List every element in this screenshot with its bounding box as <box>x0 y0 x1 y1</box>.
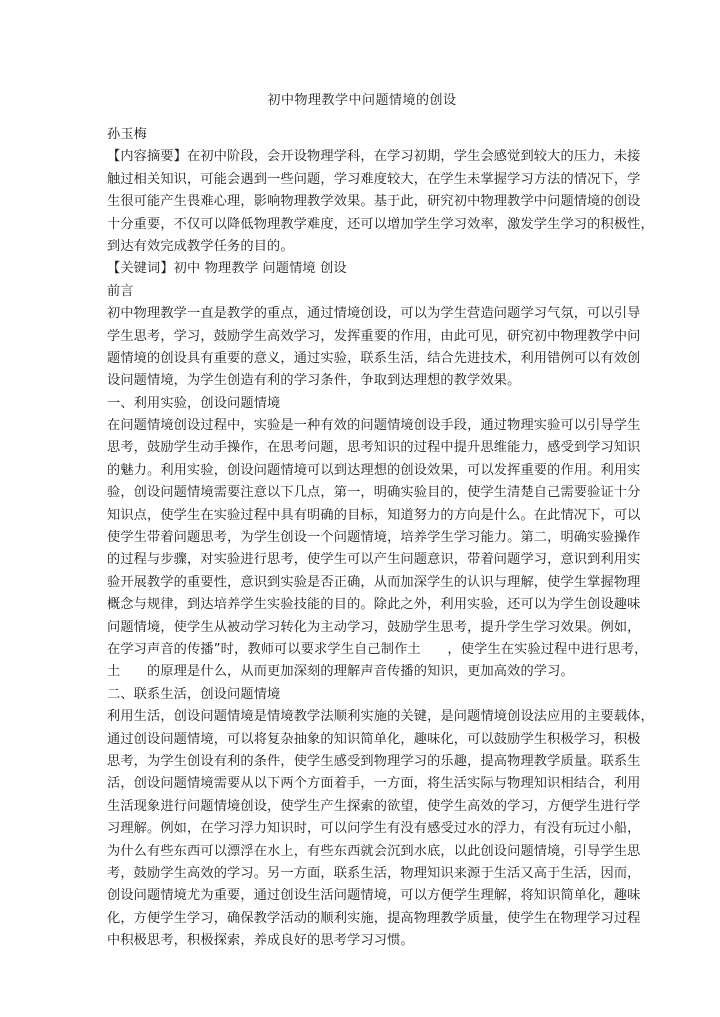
text-line: 一、利用实验，创设问题情境 <box>107 395 281 411</box>
text-line: 化，方便学生学习，确保教学活动的顺利实施，提高物理教学质量，使学生在物理学习过程 <box>107 910 641 926</box>
document-body <box>107 146 654 952</box>
text-line: 概念与规律，到达培养学生实验技能的目的。除此之外，利用实验，还可以为学生创设趣味 <box>107 597 641 613</box>
document-page <box>107 92 654 952</box>
text-line: 二、联系生活，创设问题情境 <box>107 686 281 702</box>
author-name: 孙玉梅 <box>107 127 148 142</box>
text-line: 习理解。例如，在学习浮力知识时，可以问学生有没有感受过水的浮力，有没有玩过小船， <box>107 821 641 837</box>
text-line: 为什么有些东西可以漂浮在水上，有些东西就会沉到水底，以此创设问题情境，引导学生思 <box>107 843 641 859</box>
text-line: 生很可能产生畏难心理，影响物理教学效果。基于此，研究初中物理教学中问题情境的创设 <box>107 194 641 210</box>
text-line: 思考，鼓励学生动手操作，在思考问题，思考知识的过程中提升思维能力，感受到学习知识 <box>107 440 641 456</box>
text-line: 利用生活，创设问题情境是情境教学法顺利实施的关键，是问题情境创设法应用的主要载体， <box>107 709 654 725</box>
text-line: 在问题情境创设过程中，实验是一种有效的问题情境创设手段，通过物理实验可以引导学生 <box>107 418 641 434</box>
text-line: 土 的原理是什么，从而更加深刻的理解声音传播的知识，更加高效的学习。 <box>107 664 574 680</box>
text-line: 到达有效完成教学任务的目的。 <box>107 238 294 254</box>
text-line: 问题情境，使学生从被动学习转化为主动学习，鼓励学生思考，提升学生学习效果。例如， <box>107 619 641 635</box>
text-line: 设问题情境，为学生创造有利的学习条件，争取到达理想的教学效果。 <box>107 373 521 389</box>
text-line: 思考，为学生创设有利的条件，使学生感受到物理学习的乐趣，提高物理教学质量。联系生 <box>107 753 641 769</box>
text-line: 验，创设问题情境需要注意以下几点，第一，明确实验目的，使学生清楚自己需要验证十分 <box>107 485 641 501</box>
text-line: 的过程与步骤，对实验进行思考，使学生可以产生问题意识，带着问题学习，意识到利用实 <box>107 552 641 568</box>
text-line: 题情境的创设具有重要的意义，通过实验，联系生活，结合先进技术，利用错例可以有效创 <box>107 350 641 366</box>
text-line: 创设问题情境尤为重要，通过创设生活问题情境，可以方便学生理解，将知识简单化，趣味 <box>107 888 641 904</box>
text-line: 十分重要，不仅可以降低物理教学难度，还可以增加学生学习效率，激发学生学习的积极性， <box>107 216 654 232</box>
text-line: 使学生带着问题思考，为学生创设一个问题情境，培养学生学习能力。第二，明确实验操作 <box>107 530 641 546</box>
text-line: 中积极思考，积极探索，养成良好的思考学习习惯。 <box>107 933 414 949</box>
text-line: 触过相关知识，可能会遇到一些问题，学习难度较大，在学生未掌握学习方法的情况下，学 <box>107 171 641 187</box>
text-line: 初中物理教学一直是教学的重点，通过情境创设，可以为学生营造问题学习气氛，可以引导 <box>107 306 641 322</box>
text-line: 活，创设问题情境需要从以下两个方面着手，一方面，将生活实际与物理知识相结合，利用 <box>107 776 641 792</box>
text-line: 的魅力。利用实验，创设问题情境可以到达理想的创设效果，可以发挥重要的作用。利用实 <box>107 462 641 478</box>
document-title: 初中物理教学中问题情境的创设 <box>267 93 457 108</box>
text-line: 【关键词】初中 物理教学 问题情境 创设 <box>107 261 347 277</box>
text-line: 学生思考，学习，鼓励学生高效学习，发挥重要的作用，由此可见，研究初中物理教学中问 <box>107 328 641 344</box>
text-line: 通过创设问题情境，可以将复杂抽象的知识简单化，趣味化，可以鼓励学生积极学习，积极 <box>107 731 641 747</box>
text-line: 前言 <box>107 283 134 299</box>
text-line: 知识点，使学生在实验过程中具有明确的目标，知道努力的方向是什么。在此情况下，可以 <box>107 507 641 523</box>
text-line: 【内容摘要】在初中阶段，会开设物理学科，在学习初期，学生会感觉到较大的压力，未接 <box>107 149 641 165</box>
text-line: 生活现象进行问题情境创设，使学生产生探索的欲望，使学生高效的学习，方便学生进行学 <box>107 798 641 814</box>
text-line: 验开展教学的重要性，意识到实验是否正确，从而加深学生的认识与理解，使学生掌握物理 <box>107 574 641 590</box>
text-line: 考，鼓励学生高效的学习。另一方面，联系生活，物理知识来源于生活又高于生活，因而， <box>107 865 641 881</box>
text-line: 在学习声音的传播”时，教师可以要求学生自己制作土 ，使学生在实验过程中进行思考， <box>107 641 648 657</box>
